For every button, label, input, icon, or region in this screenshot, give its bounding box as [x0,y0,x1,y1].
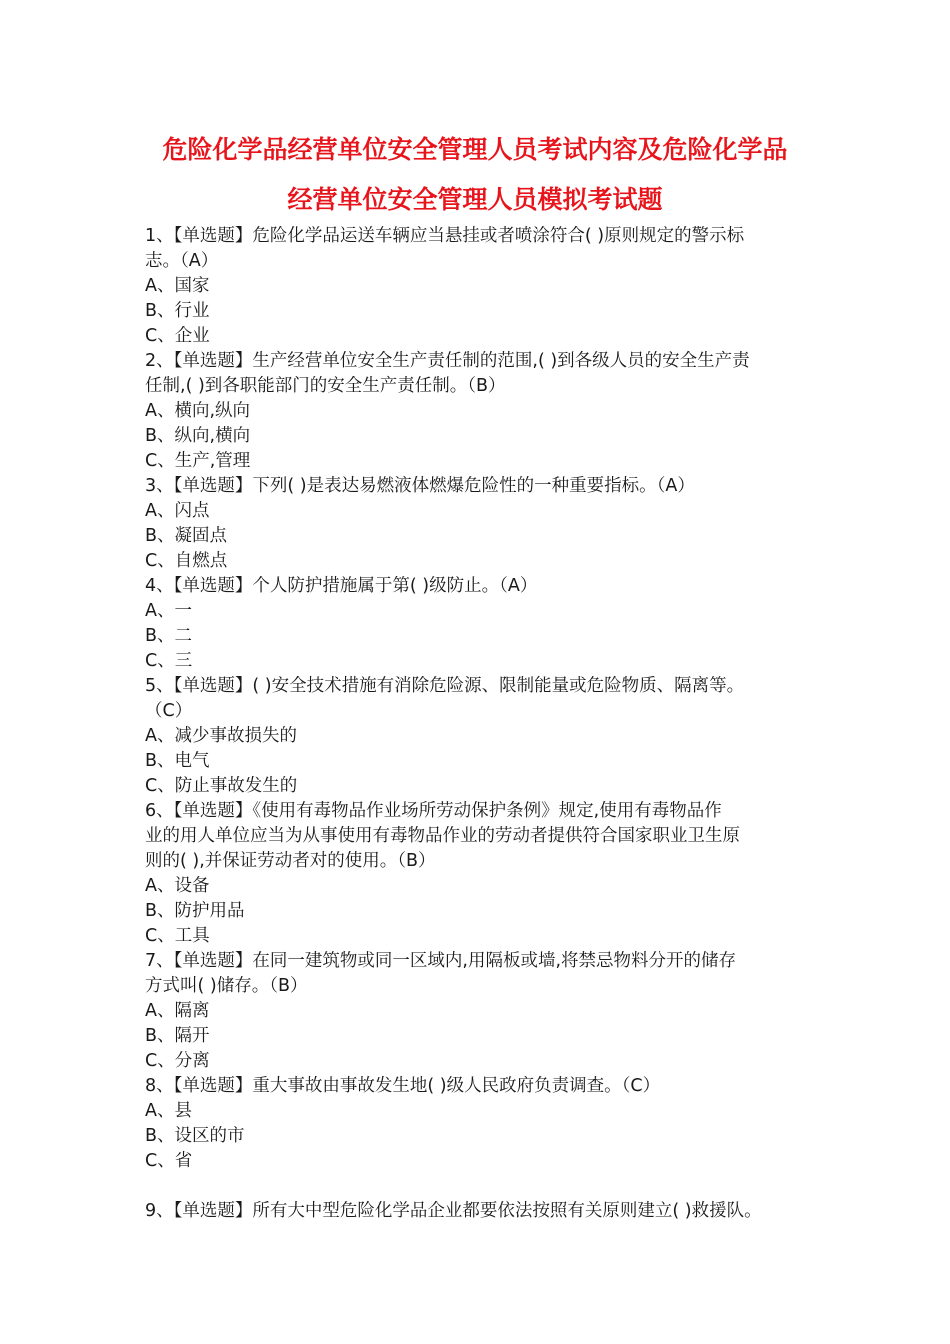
question-text: 6、【单选题】《使用有毒物品作业场所劳动保护条例》规定,使用有毒物品作 [145,801,722,821]
answer-option: A、国家 [145,276,210,296]
question-text: 9、【单选题】所有大中型危险化学品企业都要依法按照有关原则建立( )救援队。 [145,1201,762,1221]
answer-option: A、设备 [145,876,210,896]
answer-option: A、减少事故损失的 [145,726,297,746]
answer-option: B、行业 [145,301,210,321]
answer-option: A、横向,纵向 [145,401,251,421]
answer-option: C、工具 [145,926,210,946]
question-text: 则的( ),并保证劳动者对的使用。（B） [145,851,436,871]
question-text: 8、【单选题】重大事故由事故发生地( )级人民政府负责调查。（C） [145,1076,661,1096]
answer-option: C、三 [145,651,193,671]
answer-option: A、闪点 [145,501,210,521]
answer-option: B、设区的市 [145,1126,245,1146]
answer-option: A、一 [145,601,192,621]
question-text: 任制,( )到各职能部门的安全生产责任制。（B） [145,376,506,396]
question-text: 3、【单选题】下列( )是表达易燃液体燃爆危险性的一种重要指标。（A） [145,476,695,496]
answer-option: C、分离 [145,1051,210,1071]
question-text: 业的用人单位应当为从事使用有毒物品作业的劳动者提供符合国家职业卫生原 [145,826,740,846]
question-text: 2、【单选题】生产经营单位安全生产责任制的范围,( )到各级人员的安全生产责 [145,351,750,371]
answer-option: A、隔离 [145,1001,210,1021]
question-text: （C） [145,701,193,721]
document-title-line-2: 经营单位安全管理人员模拟考试题 [287,185,663,214]
answer-option: B、电气 [145,751,210,771]
question-text: 方式叫( )储存。（B） [145,976,308,996]
question-text: 1、【单选题】危险化学品运送车辆应当悬挂或者喷涂符合( )原则规定的警示标 [145,226,745,246]
answer-option: B、防护用品 [145,901,245,921]
question-list [145,224,825,1224]
answer-option: C、自燃点 [145,551,228,571]
blank-gap [145,1174,825,1199]
question-text: 4、【单选题】个人防护措施属于第( )级防止。（A） [145,576,538,596]
question-text: 5、【单选题】( )安全技术措施有消除危险源、限制能量或危险物质、隔离等。 [145,676,745,696]
answer-option: C、省 [145,1151,193,1171]
answer-option: C、防止事故发生的 [145,776,298,796]
answer-option: B、二 [145,626,193,646]
answer-option: C、生产,管理 [145,451,251,471]
answer-option: C、企业 [145,326,210,346]
answer-option: A、县 [145,1101,192,1121]
question-text: 志。（A） [145,251,219,271]
question-text: 7、【单选题】在同一建筑物或同一区域内,用隔板或墙,将禁忌物料分开的储存 [145,951,737,971]
answer-option: B、纵向,横向 [145,426,251,446]
answer-option: B、隔开 [145,1026,210,1046]
answer-option: B、凝固点 [145,526,228,546]
document-title-line-1: 危险化学品经营单位安全管理人员考试内容及危险化学品 [162,135,788,164]
